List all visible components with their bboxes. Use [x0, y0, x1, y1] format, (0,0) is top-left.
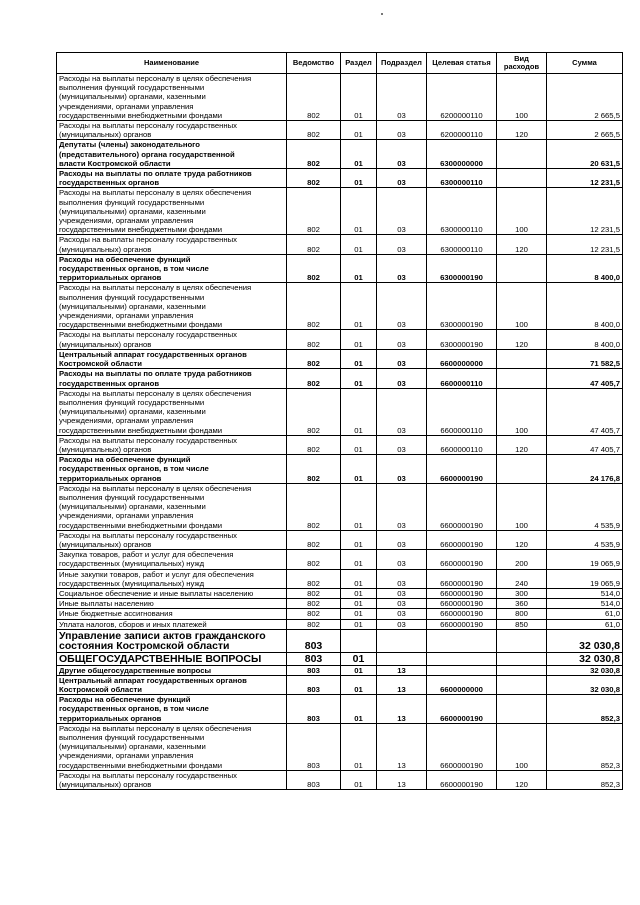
expense-type-cell: 120: [497, 530, 547, 549]
section-cell: 01: [341, 770, 377, 789]
target-article-cell: 6600000000: [427, 349, 497, 368]
section-cell: 01: [341, 569, 377, 588]
department-cell: 802: [287, 530, 341, 549]
name-cell: Центральный аппарат государственных органов Костромской области: [57, 349, 287, 368]
table-row: [57, 254, 623, 283]
name-cell: Расходы на выплаты персоналу в целях обеспечения выполнения функций государственными (муниципальными) органами, казенными учреждениями, органами управления государственными внебюджетными фондами: [57, 74, 287, 121]
name-cell: Расходы на выплаты персоналу государственных (муниципальных) органов: [57, 770, 287, 789]
section-cell: 01: [341, 140, 377, 169]
department-cell: 802: [287, 235, 341, 254]
target-article-cell: [427, 629, 497, 652]
header-sum: Сумма: [547, 53, 623, 74]
subsection-cell: 03: [377, 121, 427, 140]
department-cell: 802: [287, 74, 341, 121]
department-cell: 802: [287, 369, 341, 388]
target-article-cell: 6600000110: [427, 369, 497, 388]
expense-type-cell: [497, 675, 547, 694]
section-cell: 01: [341, 254, 377, 283]
expense-type-cell: [497, 652, 547, 665]
sum-cell: 24 176,8: [547, 455, 623, 484]
sum-cell: 19 065,9: [547, 550, 623, 569]
subsection-cell: 03: [377, 349, 427, 368]
subsection-cell: 03: [377, 455, 427, 484]
department-cell: 802: [287, 188, 341, 235]
name-cell: Расходы на выплаты персоналу государственных (муниципальных) органов: [57, 235, 287, 254]
section-cell: 01: [341, 599, 377, 609]
name-cell: Другие общегосударственные вопросы: [57, 665, 287, 675]
target-article-cell: 6300000190: [427, 254, 497, 283]
subsection-cell: 03: [377, 283, 427, 330]
subsection-cell: 03: [377, 435, 427, 454]
department-cell: 803: [287, 675, 341, 694]
sum-cell: 71 582,5: [547, 349, 623, 368]
subsection-cell: [377, 629, 427, 652]
section-cell: 01: [341, 695, 377, 724]
sum-cell: 8 400,0: [547, 330, 623, 349]
table-row: [57, 483, 623, 530]
name-cell: Депутаты (члены) законодательного (представительного) органа государственной власти Костромской области: [57, 140, 287, 169]
sum-cell: 19 065,9: [547, 569, 623, 588]
scan-speck: [381, 13, 383, 15]
sum-cell: 514,0: [547, 588, 623, 598]
department-cell: 802: [287, 435, 341, 454]
section-cell: 01: [341, 530, 377, 549]
sum-cell: 32 030,8: [547, 629, 623, 652]
target-article-cell: 6300000190: [427, 283, 497, 330]
target-article-cell: 6200000110: [427, 121, 497, 140]
expense-type-cell: 100: [497, 74, 547, 121]
subsection-cell: 03: [377, 588, 427, 598]
expense-type-cell: 100: [497, 188, 547, 235]
expense-type-cell: 100: [497, 283, 547, 330]
name-cell: Социальное обеспечение и иные выплаты населению: [57, 588, 287, 598]
table-row: [57, 723, 623, 770]
section-cell: 01: [341, 652, 377, 665]
sum-cell: 8 400,0: [547, 254, 623, 283]
table-row: [57, 455, 623, 484]
section-cell: 01: [341, 619, 377, 629]
expense-type-cell: 360: [497, 599, 547, 609]
table-row: [57, 188, 623, 235]
name-cell: Расходы на выплаты персоналу в целях обеспечения выполнения функций государственными (муниципальными) органами, казенными учреждениями, органами управления государственными внебюджетными фондами: [57, 388, 287, 435]
expense-type-cell: 850: [497, 619, 547, 629]
target-article-cell: [427, 665, 497, 675]
department-cell: 802: [287, 140, 341, 169]
header-name: Наименование: [57, 53, 287, 74]
header-department: Ведомство: [287, 53, 341, 74]
department-cell: 803: [287, 665, 341, 675]
sum-cell: 47 405,7: [547, 435, 623, 454]
table-row: [57, 388, 623, 435]
expense-type-cell: [497, 349, 547, 368]
name-cell: Расходы на выплаты персоналу в целях обеспечения выполнения функций государственными (муниципальными) органами, казенными учреждениями, органами управления государственными внебюджетными фондами: [57, 188, 287, 235]
table-row: [57, 609, 623, 619]
sum-cell: 4 535,9: [547, 530, 623, 549]
subsection-cell: 13: [377, 695, 427, 724]
table-row: [57, 652, 623, 665]
subsection-cell: 03: [377, 569, 427, 588]
subsection-cell: 03: [377, 619, 427, 629]
section-cell: 01: [341, 550, 377, 569]
expense-type-cell: 300: [497, 588, 547, 598]
table-row: [57, 435, 623, 454]
sum-cell: 12 231,5: [547, 169, 623, 188]
header-target-article: Целевая статья: [427, 53, 497, 74]
target-article-cell: 6600000190: [427, 588, 497, 598]
name-cell: Управление записи актов гражданского состояния Костромской области: [57, 629, 287, 652]
department-cell: 802: [287, 569, 341, 588]
section-cell: 01: [341, 121, 377, 140]
sum-cell: 61,0: [547, 609, 623, 619]
department-cell: 802: [287, 254, 341, 283]
name-cell: Расходы на выплаты по оплате труда работников государственных органов: [57, 169, 287, 188]
expense-type-cell: [497, 169, 547, 188]
subsection-cell: 03: [377, 609, 427, 619]
name-cell: Расходы на обеспечение функций государственных органов, в том числе территориальных органов: [57, 455, 287, 484]
target-article-cell: 6600000190: [427, 455, 497, 484]
sum-cell: 852,3: [547, 695, 623, 724]
expense-type-cell: 120: [497, 770, 547, 789]
expense-type-cell: [497, 369, 547, 388]
table-body: [57, 74, 623, 790]
expense-type-cell: [497, 140, 547, 169]
expense-type-cell: [497, 254, 547, 283]
subsection-cell: 13: [377, 665, 427, 675]
sum-cell: 47 405,7: [547, 388, 623, 435]
department-cell: 803: [287, 695, 341, 724]
department-cell: 803: [287, 629, 341, 652]
sum-cell: 2 665,5: [547, 74, 623, 121]
department-cell: 802: [287, 169, 341, 188]
section-cell: 01: [341, 455, 377, 484]
name-cell: Расходы на выплаты персоналу государственных (муниципальных) органов: [57, 121, 287, 140]
name-cell: Закупка товаров, работ и услуг для обеспечения государственных (муниципальных) нужд: [57, 550, 287, 569]
sum-cell: 852,3: [547, 770, 623, 789]
department-cell: 802: [287, 550, 341, 569]
target-article-cell: 6600000190: [427, 723, 497, 770]
target-article-cell: 6600000190: [427, 695, 497, 724]
subsection-cell: 03: [377, 599, 427, 609]
table-row: [57, 770, 623, 789]
header-row: [57, 53, 623, 74]
department-cell: 802: [287, 330, 341, 349]
table-row: [57, 588, 623, 598]
name-cell: Расходы на выплаты по оплате труда работников государственных органов: [57, 369, 287, 388]
table-row: [57, 369, 623, 388]
target-article-cell: 6300000110: [427, 235, 497, 254]
table-row: [57, 599, 623, 609]
target-article-cell: 6600000190: [427, 550, 497, 569]
table-row: [57, 74, 623, 121]
subsection-cell: 03: [377, 254, 427, 283]
target-article-cell: 6200000110: [427, 74, 497, 121]
name-cell: Иные закупки товаров, работ и услуг для обеспечения государственных (муниципальных) нужд: [57, 569, 287, 588]
sum-cell: 20 631,5: [547, 140, 623, 169]
expense-type-cell: 120: [497, 435, 547, 454]
expense-type-cell: 120: [497, 121, 547, 140]
expense-type-cell: 100: [497, 388, 547, 435]
expense-type-cell: 120: [497, 330, 547, 349]
section-cell: 01: [341, 330, 377, 349]
target-article-cell: 6600000190: [427, 599, 497, 609]
table-row: [57, 121, 623, 140]
name-cell: Расходы на выплаты персоналу государственных (муниципальных) органов: [57, 530, 287, 549]
subsection-cell: 03: [377, 388, 427, 435]
subsection-cell: 03: [377, 74, 427, 121]
expense-type-cell: 200: [497, 550, 547, 569]
sum-cell: 514,0: [547, 599, 623, 609]
budget-table: [56, 52, 623, 790]
header-expense-type: Вид расходов: [497, 53, 547, 74]
target-article-cell: 6600000190: [427, 770, 497, 789]
section-cell: 01: [341, 388, 377, 435]
target-article-cell: 6600000000: [427, 675, 497, 694]
subsection-cell: 03: [377, 235, 427, 254]
section-cell: [341, 629, 377, 652]
table-row: [57, 675, 623, 694]
sum-cell: 12 231,5: [547, 235, 623, 254]
target-article-cell: 6600000190: [427, 609, 497, 619]
department-cell: 802: [287, 588, 341, 598]
subsection-cell: 13: [377, 723, 427, 770]
section-cell: 01: [341, 588, 377, 598]
name-cell: Расходы на выплаты персоналу государственных (муниципальных) органов: [57, 435, 287, 454]
sum-cell: 12 231,5: [547, 188, 623, 235]
table-row: [57, 330, 623, 349]
subsection-cell: 03: [377, 483, 427, 530]
section-cell: 01: [341, 435, 377, 454]
expense-type-cell: 800: [497, 609, 547, 619]
name-cell: Расходы на обеспечение функций государственных органов, в том числе территориальных органов: [57, 254, 287, 283]
target-article-cell: 6300000190: [427, 330, 497, 349]
table-row: [57, 695, 623, 724]
target-article-cell: 6600000190: [427, 569, 497, 588]
subsection-cell: 03: [377, 530, 427, 549]
expense-type-cell: 100: [497, 723, 547, 770]
name-cell: Иные выплаты населению: [57, 599, 287, 609]
target-article-cell: 6600000190: [427, 530, 497, 549]
target-article-cell: 6300000110: [427, 188, 497, 235]
header-section: Раздел: [341, 53, 377, 74]
target-article-cell: 6600000190: [427, 619, 497, 629]
section-cell: 01: [341, 369, 377, 388]
subsection-cell: 03: [377, 169, 427, 188]
target-article-cell: [427, 652, 497, 665]
department-cell: 802: [287, 609, 341, 619]
section-cell: 01: [341, 188, 377, 235]
subsection-cell: 03: [377, 330, 427, 349]
sum-cell: 61,0: [547, 619, 623, 629]
sum-cell: 4 535,9: [547, 483, 623, 530]
section-cell: 01: [341, 169, 377, 188]
sum-cell: 32 030,8: [547, 675, 623, 694]
table-row: [57, 283, 623, 330]
target-article-cell: 6300000000: [427, 140, 497, 169]
subsection-cell: 13: [377, 770, 427, 789]
department-cell: 802: [287, 388, 341, 435]
sum-cell: 8 400,0: [547, 283, 623, 330]
expense-type-cell: [497, 455, 547, 484]
expense-type-cell: [497, 629, 547, 652]
table-row: [57, 629, 623, 652]
department-cell: 803: [287, 770, 341, 789]
department-cell: 802: [287, 121, 341, 140]
sum-cell: 32 030,8: [547, 665, 623, 675]
department-cell: 802: [287, 349, 341, 368]
name-cell: Расходы на выплаты персоналу в целях обеспечения выполнения функций государственными (муниципальными) органами, казенными учреждениями, органами управления государственными внебюджетными фондами: [57, 723, 287, 770]
department-cell: 803: [287, 723, 341, 770]
table-row: [57, 140, 623, 169]
sum-cell: 32 030,8: [547, 652, 623, 665]
table-row: [57, 349, 623, 368]
section-cell: 01: [341, 665, 377, 675]
department-cell: 802: [287, 599, 341, 609]
sum-cell: 852,3: [547, 723, 623, 770]
table-row: [57, 665, 623, 675]
expense-type-cell: 100: [497, 483, 547, 530]
target-article-cell: 6600000110: [427, 435, 497, 454]
sum-cell: 2 665,5: [547, 121, 623, 140]
subsection-cell: 13: [377, 675, 427, 694]
subsection-cell: 03: [377, 188, 427, 235]
name-cell: Центральный аппарат государственных органов Костромской области: [57, 675, 287, 694]
department-cell: 802: [287, 455, 341, 484]
name-cell: Иные бюджетные ассигнования: [57, 609, 287, 619]
name-cell: ОБЩЕГОСУДАРСТВЕННЫЕ ВОПРОСЫ: [57, 652, 287, 665]
department-cell: 802: [287, 619, 341, 629]
table-row: [57, 530, 623, 549]
table-row: [57, 235, 623, 254]
table-row: [57, 619, 623, 629]
table-row: [57, 569, 623, 588]
section-cell: 01: [341, 74, 377, 121]
target-article-cell: 6600000110: [427, 388, 497, 435]
section-cell: 01: [341, 609, 377, 619]
subsection-cell: 03: [377, 140, 427, 169]
department-cell: 802: [287, 483, 341, 530]
target-article-cell: 6600000190: [427, 483, 497, 530]
expense-type-cell: 120: [497, 235, 547, 254]
sum-cell: 47 405,7: [547, 369, 623, 388]
subsection-cell: 03: [377, 550, 427, 569]
expense-type-cell: 240: [497, 569, 547, 588]
department-cell: 803: [287, 652, 341, 665]
table-row: [57, 550, 623, 569]
section-cell: 01: [341, 483, 377, 530]
section-cell: 01: [341, 723, 377, 770]
table-row: [57, 169, 623, 188]
section-cell: 01: [341, 349, 377, 368]
name-cell: Расходы на обеспечение функций государственных органов, в том числе территориальных органов: [57, 695, 287, 724]
section-cell: 01: [341, 283, 377, 330]
header-subsection: Подраздел: [377, 53, 427, 74]
target-article-cell: 6300000110: [427, 169, 497, 188]
name-cell: Уплата налогов, сборов и иных платежей: [57, 619, 287, 629]
expense-type-cell: [497, 695, 547, 724]
name-cell: Расходы на выплаты персоналу в целях обеспечения выполнения функций государственными (муниципальными) органами, казенными учреждениями, органами управления государственными внебюджетными фондами: [57, 483, 287, 530]
name-cell: Расходы на выплаты персоналу государственных (муниципальных) органов: [57, 330, 287, 349]
department-cell: 802: [287, 283, 341, 330]
section-cell: 01: [341, 235, 377, 254]
section-cell: 01: [341, 675, 377, 694]
subsection-cell: [377, 652, 427, 665]
subsection-cell: 03: [377, 369, 427, 388]
expense-type-cell: [497, 665, 547, 675]
name-cell: Расходы на выплаты персоналу в целях обеспечения выполнения функций государственными (муниципальными) органами, казенными учреждениями, органами управления государственными внебюджетными фондами: [57, 283, 287, 330]
